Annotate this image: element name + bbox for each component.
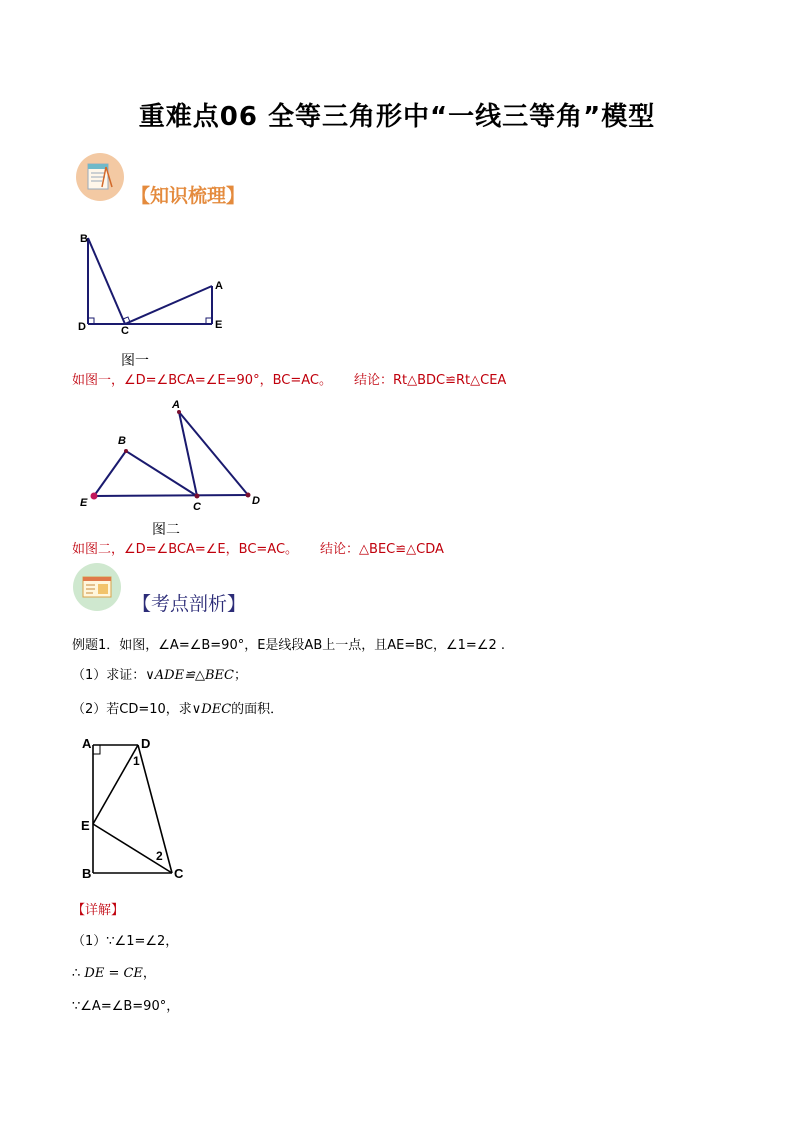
figure-2 <box>72 396 272 516</box>
label-D: D <box>141 736 151 751</box>
question-1-prefix: （1）求证： <box>72 668 146 683</box>
document-icon <box>73 563 121 611</box>
figure-1-caption: 图一 <box>121 353 149 369</box>
section-heading-knowledge: 【知识梳理】 <box>131 185 246 207</box>
question-1-math: ∨ADE≌△BEC <box>145 668 234 683</box>
figure-1-condition: 如图一，∠D=∠BCA=∠E=90°，BC=AC。 <box>72 373 332 388</box>
label-B: B <box>80 233 88 245</box>
label-C: C <box>174 866 184 881</box>
label-C: C <box>193 501 201 513</box>
figure-1 <box>70 226 250 338</box>
solution-step-2 <box>72 965 156 983</box>
figure-2-conclusion: 结论：△BEC≌△CDA <box>320 542 444 557</box>
label-D: D <box>252 495 260 507</box>
figure-2-description <box>72 541 444 559</box>
figure-1-description <box>72 372 506 390</box>
question-2-suffix: 的面积． <box>231 702 284 717</box>
figure-2-condition: 如图二，∠D=∠BCA=∠E，BC=AC。 <box>72 542 299 557</box>
solution-step-3: ∵∠A=∠B=90°， <box>72 999 180 1014</box>
label-A: A <box>215 280 223 292</box>
figure-2-caption: 图二 <box>152 522 180 538</box>
figure-1-conclusion: 结论：Rt△BDC≌Rt△CEA <box>353 373 507 388</box>
example-intro: 例题1．如图，∠A=∠B=90°，E是线段AB上一点，且AE=BC，∠1=∠2 . <box>72 638 506 653</box>
step-2-prefix: ∴ <box>72 966 85 981</box>
solution-heading: 【详解】 <box>72 903 125 918</box>
step-2-math: DE = CE <box>84 966 143 981</box>
angle-1-label: 1 <box>133 754 140 768</box>
example-question-2 <box>72 701 283 719</box>
label-A: A <box>82 736 92 751</box>
label-B: B <box>82 866 92 881</box>
notebook-icon <box>76 153 124 201</box>
question-2-prefix: （2）若CD=10，求 <box>72 702 192 717</box>
question-1-suffix: ； <box>233 668 247 683</box>
question-2-math: ∨DEC <box>191 702 232 717</box>
page-title: 重难点06 全等三角形中“一线三等角”模型 <box>138 102 656 132</box>
label-A: A <box>172 399 180 411</box>
label-E: E <box>81 818 90 833</box>
figure-3 <box>78 732 190 884</box>
label-B: B <box>118 435 126 447</box>
solution-step-1: （1）∵∠1=∠2， <box>72 934 179 949</box>
angle-2-label: 2 <box>156 849 163 863</box>
example-question-1 <box>72 667 247 685</box>
label-C: C <box>121 325 129 337</box>
label-E: E <box>215 319 223 331</box>
label-D: D <box>78 321 86 333</box>
section-heading-analysis: 【考点剖析】 <box>132 593 247 615</box>
step-2-suffix: ， <box>142 966 156 981</box>
label-E: E <box>80 497 88 509</box>
